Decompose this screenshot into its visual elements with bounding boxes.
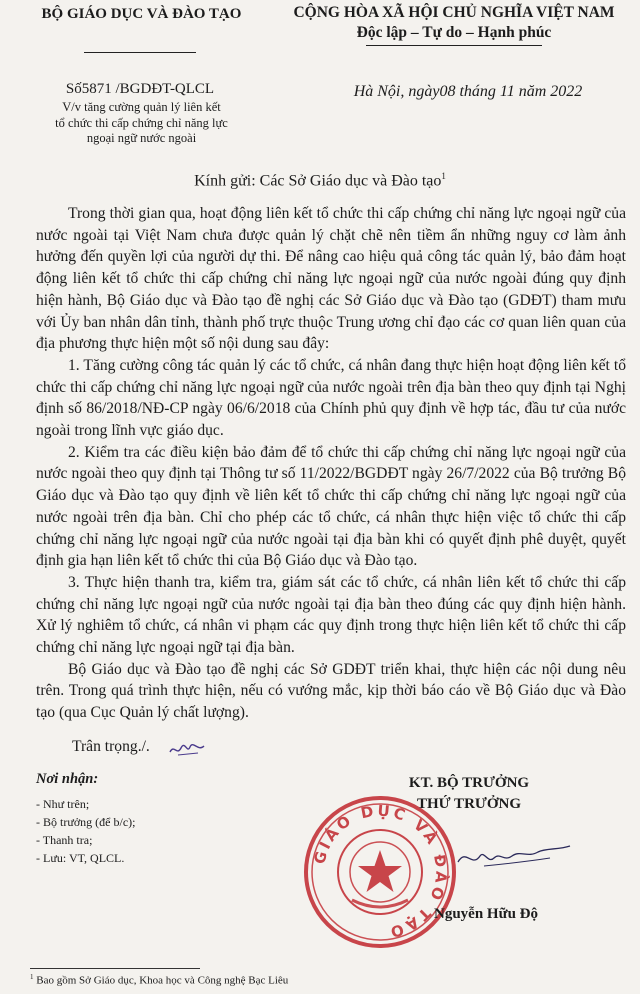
signature-subtitle: THỨ TRƯỞNG <box>416 796 522 812</box>
signature-title: KT. BỘ TRƯỞNG <box>408 775 530 791</box>
body-paragraph: Bộ Giáo dục và Đào tạo đề nghị các Sở GDĐT triển khai, thực hiện các nội dung nêu trên. Trong quá trình thực hiện, nếu có vướng mắc, kịp thời báo cáo về Bộ Giáo dục và Đào tạo (qua Cục Quản lý chất lượng). <box>36 660 626 722</box>
initials-mark <box>168 740 206 758</box>
list-item: - Như trên; <box>36 797 90 811</box>
document-body <box>36 203 626 724</box>
document-number: Số5871 /BGDĐT-QLCL <box>65 81 215 97</box>
motto-underline <box>366 45 542 46</box>
footnote-divider <box>30 968 200 969</box>
signer-name: Nguyễn Hữu Độ <box>434 906 539 922</box>
national-motto: Độc lập – Tự do – Hạnh phúc <box>356 24 552 41</box>
issuing-agency: BỘ GIÁO DỤC VÀ ĐÀO TẠO <box>41 6 242 22</box>
list-item: - Lưu: VT, QLCL. <box>36 851 125 865</box>
national-title: CỘNG HÒA XÃ HỘI CHỦ NGHĨA VIỆT NAM <box>293 4 615 21</box>
body-paragraph: 3. Thực hiện thanh tra, kiểm tra, giám sát các tổ chức, cá nhân liên kết tổ chức thi cấp chứng chỉ năng lực ngoại ngữ của nước ngoài tại địa bàn theo đúng các quy định hiện hành. Xử lý nghiêm tổ chức, cá nhân vi phạm các quy định trong thực hiện liên kết tổ chức thi cấp chứng chỉ năng lực ngoại ngữ tại địa bàn. <box>36 573 626 657</box>
subject-line: ngoại ngữ nước ngoài <box>86 131 197 145</box>
body-paragraph: 2. Kiểm tra các điều kiện bảo đảm để tổ chức thi cấp chứng chỉ năng lực ngoại ngữ của nước ngoài theo quy định tại Thông tư số 11/2022/BGDĐT ngày 26/7/2022 của Bộ trưởng Bộ Giáo dục và Đào tạo quy định về liên kết tổ chức thi cấp chứng chỉ năng lực ngoại ngữ của nước ngoài trên địa bàn. Chỉ cho phép các tổ chức, cá nhân thực hiện việc tổ chức thi cấp chứng chỉ năng lực ngoại ngữ của nước ngoài tại địa bàn khi có quyết định phê duyệt, quyết định gia hạn liên kết tổ chức thi của Bộ Giáo dục và Đào tạo. <box>36 443 626 570</box>
recipient-line <box>0 171 640 190</box>
agency-underline <box>84 52 196 53</box>
handwritten-signature <box>454 838 574 878</box>
official-seal <box>300 792 460 952</box>
body-paragraph: 1. Tăng cường công tác quản lý các tổ chức, cá nhân đang thực hiện hoạt động liên kết tổ chức thi cấp chứng chỉ năng lực ngoại ngữ của nước ngoài trên địa bàn theo quy định tại Nghị định số 86/2018/NĐ-CP ngày 06/6/2018 của Chính phủ quy định về hợp tác, đầu tư của nước ngoài trong lĩnh vực giáo dục. <box>36 356 626 440</box>
footnote-mark: 1 <box>441 171 446 181</box>
place-date: Hà Nội, ngày08 tháng 11 năm 2022 <box>353 83 583 100</box>
document-subject <box>34 100 249 147</box>
recipient-text: Kính gửi: Các Sở Giáo dục và Đào tạo <box>194 172 442 190</box>
seal-text: GIÁO DỤC VÀ ĐÀO TẠO <box>310 801 451 942</box>
footnote-mark: 1 <box>30 973 34 981</box>
recipients-list <box>36 795 136 867</box>
subject-line: tổ chức thi cấp chứng chỉ năng lực <box>55 115 228 130</box>
list-item: - Bộ trưởng (để b/c); <box>36 815 136 829</box>
footnote-text: Bao gồm Sở Giáo dục, Khoa học và Công nghệ Bạc Liêu <box>33 974 289 987</box>
closing-regards: Trân trọng./. <box>72 738 150 755</box>
list-item: - Thanh tra; <box>36 833 93 847</box>
body-paragraph: Trong thời gian qua, hoạt động liên kết tổ chức thi cấp chứng chỉ năng lực ngoại ngữ của nước ngoài tại Việt Nam chưa được quản lý chặt chẽ nên tiềm ẩn những nguy cơ làm ảnh hưởng đến quyền lợi của người dự thi. Để nâng cao hiệu quả công tác quản lý, bảo đảm hoạt động liên kết tổ chức thi cấp chứng chỉ năng lực ngoại ngữ của nước ngoài đúng quy định hiện hành, Bộ Giáo dục và Đào tạo đề nghị các Sở Giáo dục và Đào tạo (GDĐT) tham mưu với Ủy ban nhân dân tỉnh, thành phố trực thuộc Trung ương chỉ đạo các cơ quan liên quan của địa phương thực hiện một số nội dung sau đây: <box>36 205 626 353</box>
footnote <box>30 973 288 987</box>
recipients-title: Nơi nhận: <box>36 771 99 787</box>
subject-line: V/v tăng cường quản lý liên kết <box>62 100 221 114</box>
